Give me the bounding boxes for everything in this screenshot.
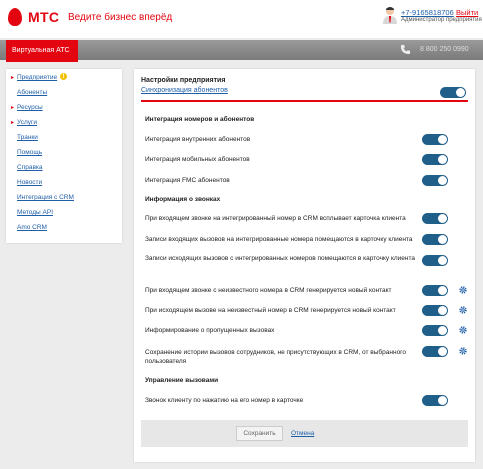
page-title: Настройки предприятия <box>141 77 226 84</box>
sidebar-item-label: Помощь <box>17 149 43 156</box>
sidebar-item-label: Справка <box>17 164 43 171</box>
user-phone-link[interactable]: +7-9165818706 <box>401 8 454 17</box>
click-to-call-toggle[interactable] <box>422 395 448 406</box>
sidebar-item-amo-crm[interactable] <box>6 223 122 238</box>
sidebar-item-trunks[interactable] <box>6 133 122 148</box>
divider <box>141 100 468 102</box>
fmc-subscribers-toggle[interactable] <box>422 175 448 186</box>
toggle-knob <box>438 396 447 405</box>
toggle-knob <box>438 135 447 144</box>
sidebar-item-label: Абоненты <box>17 89 48 96</box>
toggle-knob <box>438 347 447 356</box>
section-heading-call-control: Управление вызовами <box>145 377 219 384</box>
gear-icon[interactable] <box>459 306 467 314</box>
toggle-knob <box>438 176 447 185</box>
sidebar-item-resources[interactable] <box>6 103 122 118</box>
phone-icon <box>400 44 411 55</box>
cancel-link[interactable]: Отмена <box>291 430 315 437</box>
row-label: Звонок клиенту по нажатию на его номер в карточке <box>145 397 304 404</box>
virtual-ats-tab[interactable]: Виртуальная АТС <box>6 40 78 62</box>
sidebar-item-enterprise[interactable] <box>6 73 122 88</box>
sidebar <box>6 69 122 243</box>
sidebar-item-label: Методы API <box>17 209 54 216</box>
sidebar-item-help[interactable] <box>6 148 122 163</box>
outgoing-new-contact-toggle[interactable] <box>422 305 448 316</box>
logout-link[interactable]: Выйти <box>456 8 479 17</box>
mts-logo-icon[interactable] <box>8 8 22 26</box>
toggle-knob <box>438 155 447 164</box>
row-label: Записи исходящих вызовов с интегрированных номеров помещаются в карточку клиента <box>145 255 416 262</box>
toggle-knob <box>438 235 447 244</box>
incoming-new-contact-toggle[interactable] <box>422 285 448 296</box>
top-header <box>0 0 483 38</box>
sidebar-item-subscribers[interactable] <box>6 88 122 103</box>
slogan: Ведите бизнес вперёд <box>68 12 173 23</box>
row-label: При входящем звонке с неизвестного номера в CRM генерируется новый контакт <box>145 287 392 294</box>
outgoing-recordings-toggle[interactable] <box>422 255 448 266</box>
row-label: При входящем звонке на интегрированный номер в CRM всплывает карточка клиента <box>145 215 406 222</box>
mobile-subscribers-toggle[interactable] <box>422 154 448 165</box>
sidebar-item-label: Предприятие <box>17 74 58 81</box>
toggle-knob <box>438 306 447 315</box>
user-avatar-icon <box>382 6 398 24</box>
sidebar-item-label: Интеграция с CRM <box>17 194 74 201</box>
row-label: Интеграция мобильных абонентов <box>145 156 250 163</box>
toggle-knob <box>438 286 447 295</box>
support-phone: 8 800 250 0990 <box>420 46 469 53</box>
chevron-right-icon: ▸ <box>11 105 15 111</box>
chevron-right-icon: ▸ <box>11 120 15 126</box>
toggle-knob <box>456 88 465 97</box>
call-history-toggle[interactable] <box>422 346 448 357</box>
sidebar-item-crm-integration[interactable] <box>6 193 122 208</box>
form-footer <box>141 420 468 447</box>
row-label: Интеграция FMC абонентов <box>145 177 230 184</box>
user-role: Администратор предприятия <box>401 17 482 23</box>
sidebar-item-reference[interactable] <box>6 163 122 178</box>
sidebar-item-news[interactable] <box>6 178 122 193</box>
row-label: Интеграция внутренних абонентов <box>145 136 251 143</box>
row-label: Сохранение истории вызовов сотрудников, не присутствующих в CRM, от выбранного пользователя <box>145 349 407 365</box>
section-heading-calls-info: Информация о звонках <box>145 196 221 203</box>
sync-subscribers-link[interactable]: Синхронизация абонентов <box>141 87 228 94</box>
sidebar-item-label: Ресурсы <box>17 104 43 111</box>
row-label: Записи входящих вызовов на интегрированные номера помещаются в карточку клиента <box>145 236 413 243</box>
missed-calls-toggle[interactable] <box>422 325 448 336</box>
sidebar-item-api-methods[interactable] <box>6 208 122 223</box>
gear-icon[interactable] <box>459 347 467 355</box>
row-label: Информирование о пропущенных вызовах <box>145 327 275 334</box>
gear-icon[interactable] <box>459 286 467 294</box>
incoming-recordings-toggle[interactable] <box>422 234 448 245</box>
row-label: При исходящем вызове на неизвестный номер в CRM генерируется новый контакт <box>145 307 396 314</box>
internal-subscribers-toggle[interactable] <box>422 134 448 145</box>
gear-icon[interactable] <box>459 326 467 334</box>
section-heading-integration: Интеграция номеров и абонентов <box>145 116 255 123</box>
client-card-popup-toggle[interactable] <box>422 213 448 224</box>
sidebar-item-label: Новости <box>17 179 43 186</box>
toggle-knob <box>438 326 447 335</box>
sidebar-item-label: Amo CRM <box>17 224 47 231</box>
toggle-knob <box>438 256 447 265</box>
warning-badge-icon <box>60 73 67 80</box>
logo-text[interactable]: МТС <box>28 9 60 25</box>
sidebar-item-services[interactable] <box>6 118 122 133</box>
save-button[interactable]: Сохранить <box>236 426 283 441</box>
sidebar-item-label: Услуги <box>17 119 37 126</box>
settings-panel <box>134 69 475 462</box>
chevron-right-icon: ▸ <box>11 75 15 81</box>
sidebar-item-label: Транки <box>17 134 38 141</box>
sync-subscribers-toggle[interactable] <box>440 87 466 98</box>
toggle-knob <box>438 214 447 223</box>
